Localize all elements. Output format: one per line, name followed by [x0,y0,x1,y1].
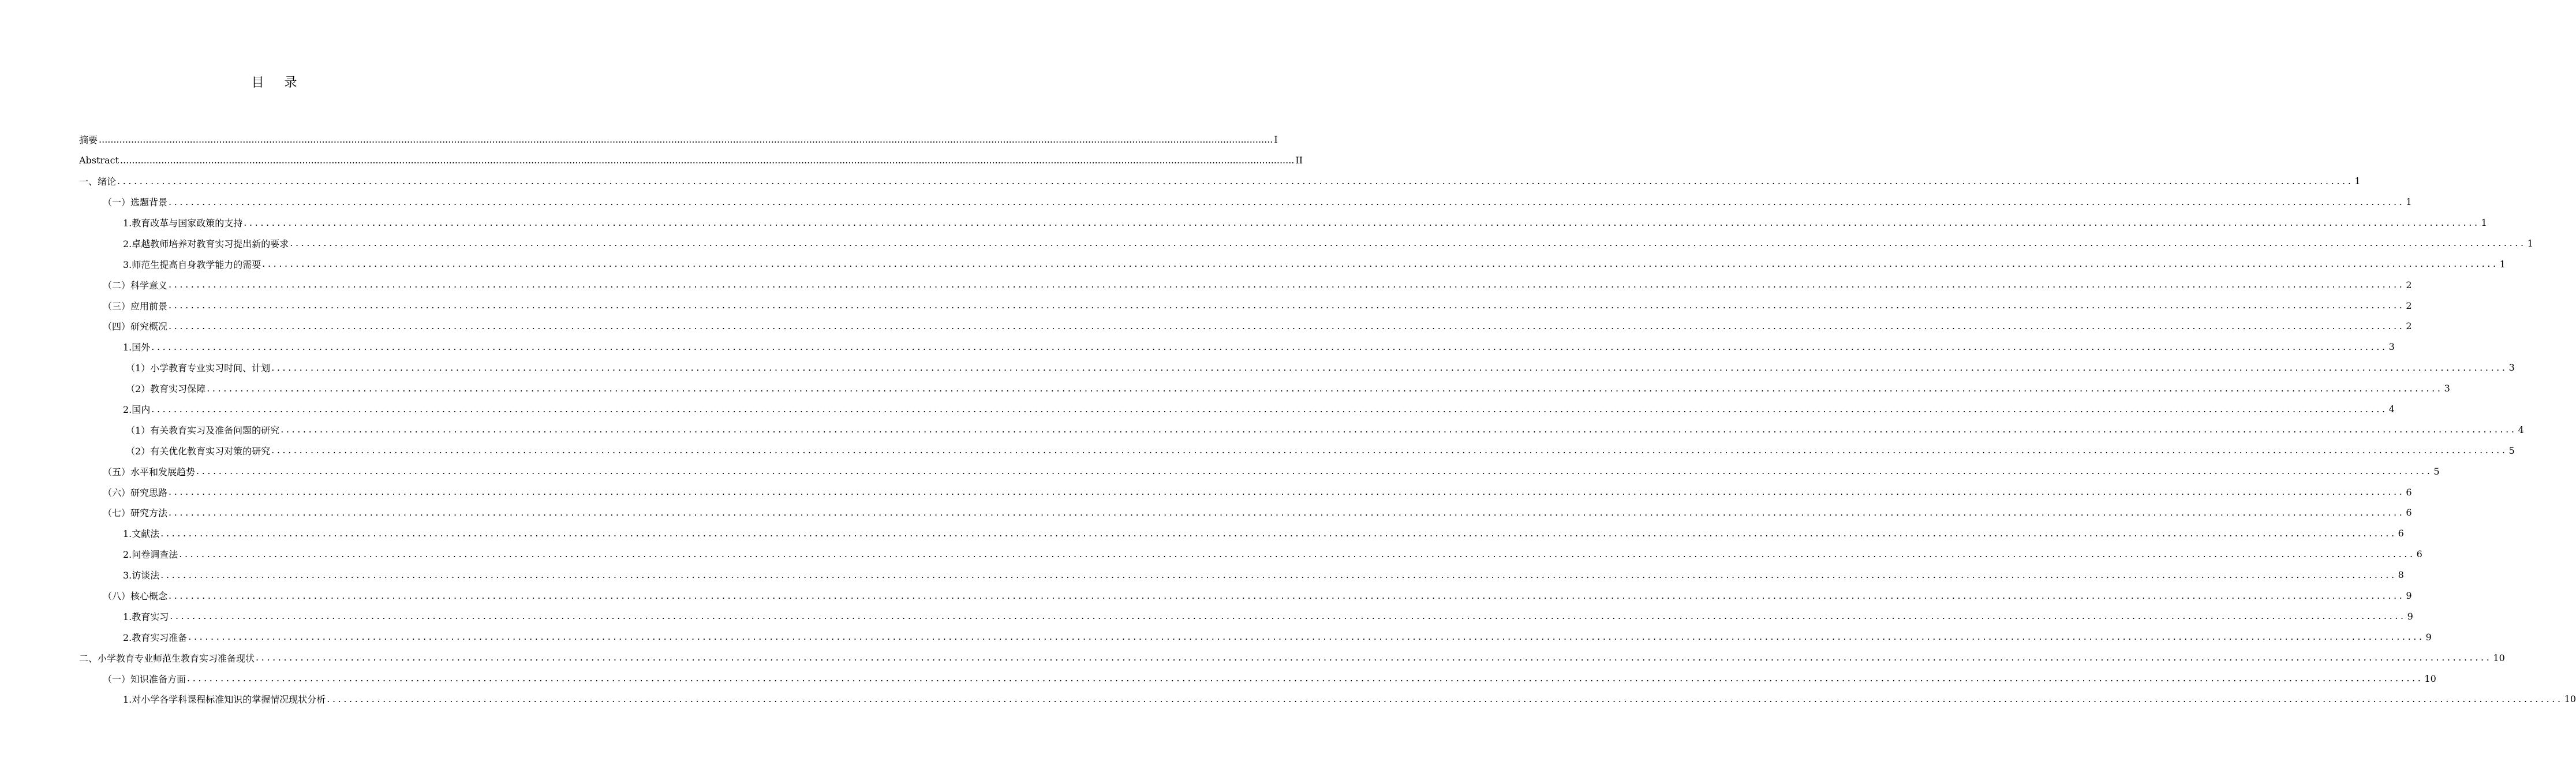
toc-entry-label: Abstract [79,155,119,166]
dot-leader: ................................................................................................................................................................................................................................................................................................................................................................................................................ [169,300,2405,311]
toc-entry-page-number: I [1274,134,1278,146]
toc-entry-label: 摘要 [79,135,98,146]
dot-leader: ................................................................................................................................................................................................................................................................................................................................................................................................................ [244,217,2480,228]
toc-entry-page-number: 2 [2406,279,2412,290]
dot-leader: ................................................................................................................................................................................................................................................................................................................................................................................................................ [271,361,2508,373]
dot-leader: ................................................................................................................................................................................................................................................................................................................................................................................................................ [169,196,2405,207]
toc-entry[interactable] [79,523,2404,544]
toc-entry-label: （五）水平和发展趋势 [103,466,196,477]
toc-entry-label: 3.师范生提高自身教学能力的需要 [123,259,261,270]
toc-entry[interactable] [79,461,2440,482]
toc-entry-label: 1.国外 [123,342,151,353]
toc-entry-page-number: 10 [2493,652,2505,663]
dot-leader: ................................................................................................................................................................................................................................................................................................................................................................................................................ [207,382,2443,394]
dot-leader: ................................................................................................................................................................................................................................................................................................................................................................................................................ [188,631,2425,643]
toc-entry-label: （二）科学意义 [103,279,168,291]
toc-entry[interactable] [79,295,2412,316]
toc-entry-label: （1）有关教育实习及准备问题的研究 [126,424,280,436]
toc-entry[interactable] [79,565,2404,585]
dot-leader: ................................................................................................................................................................................................................................................................................................................................................................................................................ [169,279,2405,290]
toc-entry[interactable] [79,502,2412,523]
toc-entry-page-number: 1 [2527,237,2533,249]
dot-leader: ................................................................................................................................................................................................................................................................................................................................................................................................................ [169,506,2405,518]
toc-entry-label: （三）应用前景 [103,300,168,312]
toc-title: 目 录 [251,76,305,90]
dot-leader: ................................................................................................................................................................................................................................................................................................................................................................................................................ [271,445,2508,456]
toc-entry-page-number: 1 [2354,176,2361,187]
toc-entry[interactable] [79,150,1303,171]
toc-entry-page-number: 4 [2518,424,2524,435]
toc-entry-page-number: 5 [2433,465,2440,477]
toc-entry-page-number: 1 [2481,217,2487,228]
toc-entry-page-number: 9 [2407,610,2413,622]
toc-entry[interactable] [79,689,2576,710]
toc-entry-page-number: 2 [2406,320,2412,332]
toc-entry-page-number: 9 [2425,631,2432,643]
toc-entry-page-number: 10 [2424,673,2436,684]
dot-leader: ................................................................................................................................................................................................................................................................................................................................................................................................................ [169,486,2405,498]
toc-entry-label: 一、绪论 [79,176,117,188]
dot-leader: ................................................................................................................................................................................................................................................................................................................................................................................................................ [160,527,2397,539]
dot-leader: ................................................................................................................................................................................................................................................................................................................................................................................................................ [120,154,1295,166]
toc-entry[interactable] [79,274,2412,295]
toc-entry-page-number: 3 [2388,341,2395,353]
toc-entry-page-number: II [1295,155,1303,166]
toc-entry-label: （八）核心概念 [103,591,168,602]
toc-entry-page-number: 6 [2416,549,2422,560]
toc-entry[interactable] [79,337,2395,357]
dot-leader: ................................................................................................................................................................................................................................................................................................................................................................................................................ [256,652,2492,663]
toc-entry[interactable] [79,585,2412,606]
toc-entry-page-number: 6 [2398,528,2404,539]
toc-entry[interactable] [79,626,2432,647]
dot-leader: ................................................................................................................................................................................................................................................................................................................................................................................................................ [262,258,2499,270]
dot-leader: ................................................................................................................................................................................................................................................................................................................................................................................................................ [196,465,2433,477]
toc-entry[interactable] [79,668,2436,689]
toc-entry-label: 二、小学教育专业师范生教育实习准备现状 [79,652,255,664]
toc-entry-page-number: 3 [2444,383,2450,394]
toc-entry-page-number: 2 [2406,300,2412,311]
toc-entry-page-number: 10 [2564,693,2576,705]
toc-entry-page-number: 6 [2406,486,2412,498]
toc-entry-label: （七）研究方法 [103,508,168,519]
toc-entry[interactable] [79,171,2361,192]
dot-leader: ................................................................................................................................................................................................................................................................................................................................................................................................................ [151,403,2388,415]
dot-leader: ................................................................................................................................................................................................................................................................................................................................................................................................................ [169,320,2405,331]
toc-entry[interactable] [79,419,2524,440]
toc-entry[interactable] [79,316,2412,337]
toc-entry-label: （一）知识准备方面 [103,673,186,685]
toc-entry[interactable] [79,233,2533,253]
dot-leader: ................................................................................................................................................................................................................................................................................................................................................................................................................ [187,673,2424,684]
toc-entry-label: 1.教育改革与国家政策的支持 [123,218,243,229]
toc-entry-page-number: 6 [2406,507,2412,518]
toc-entry-label: 1.对小学各学科课程标准知识的掌握情况现状分析 [123,694,326,706]
toc-entry-label: 1.文献法 [123,528,160,540]
toc-entry-label: 2.教育实习准备 [123,632,188,643]
toc-entry-page-number: 1 [2499,258,2506,270]
toc-entry-page-number: 3 [2508,362,2515,374]
toc-entry-label: （六）研究思路 [103,487,168,498]
toc-entry[interactable] [79,253,2506,274]
dot-leader: ................................................................................................................................................................................................................................................................................................................................................................................................................ [170,610,2406,622]
toc-entry-label: 2.问卷调查法 [123,549,178,561]
toc-entry[interactable] [79,212,2487,233]
dot-leader: ................................................................................................................................................................................................................................................................................................................................................................................................................ [160,569,2397,580]
toc-entry[interactable] [79,606,2413,626]
toc-entry-page-number: 5 [2508,445,2515,456]
dot-leader: ................................................................................................................................................................................................................................................................................................................................................................................................................ [327,693,2563,704]
dot-leader: ................................................................................................................................................................................................................................................................................................................................................................................................................ [281,424,2517,435]
dot-leader: ................................................................................................................................................................................................................................................................................................................................................................................................................ [169,590,2405,601]
toc-entry-page-number: 1 [2406,196,2412,208]
dot-leader: ................................................................................................................................................................................................................................................................................................................................................................................................................ [179,548,2416,559]
toc-entry-label: （1）小学教育专业实习时间、计划 [126,363,271,374]
toc-entry-label: 2.国内 [123,404,151,416]
toc-entry[interactable] [79,544,2422,565]
toc-entry[interactable] [79,440,2515,461]
dot-leader: ................................................................................................................................................................................................................................................................................................................................................................................................................ [99,133,1273,145]
toc-entry[interactable] [79,378,2450,399]
dot-leader: ................................................................................................................................................................................................................................................................................................................................................................................................................ [290,237,2526,249]
toc-entry[interactable] [79,647,2505,668]
toc-entry[interactable] [79,482,2412,502]
toc-entry-label: （2）有关优化教育实习对策的研究 [126,445,271,457]
toc-entry-label: 2.卓越教师培养对教育实习提出新的要求 [123,238,289,249]
toc-entry-label: 3.访谈法 [123,570,160,581]
toc-entry[interactable] [79,192,2412,212]
toc-entry-page-number: 9 [2406,590,2412,602]
dot-leader: ................................................................................................................................................................................................................................................................................................................................................................................................................ [117,175,2354,186]
toc-entry-page-number: 8 [2398,569,2404,581]
dot-leader: ................................................................................................................................................................................................................................................................................................................................................................................................................ [151,341,2388,352]
toc-entry[interactable] [79,399,2395,420]
toc-entry[interactable] [79,129,1278,150]
toc-entry-label: （四）研究概况 [103,321,168,333]
toc-list [79,129,2576,710]
toc-entry-label: （一）选题背景 [103,197,168,208]
toc-entry-page-number: 4 [2388,404,2395,415]
toc-entry[interactable] [79,357,2515,378]
toc-entry-label: （2）教育实习保障 [126,383,206,395]
toc-entry-label: 1.教育实习 [123,611,169,622]
